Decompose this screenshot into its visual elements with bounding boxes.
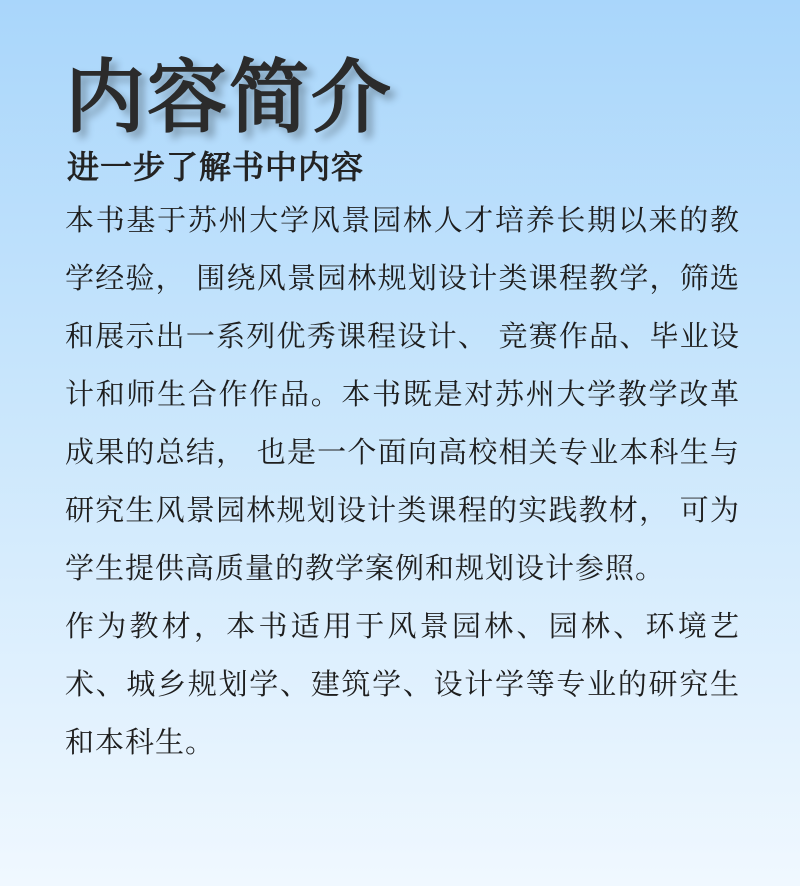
intro-paragraph-1: 本书基于苏州大学风景园林人才培养长期以来的教学经验， 围绕风景园林规划设计类课程教学，筛选和展示出一系列优秀课程设计、 竞赛作品、毕业设计和师生合作作品。本书既是对苏州大学教学改革成果的总结， 也是一个面向高校相关专业本科生与研究生风景园林规划设计类课程的实践教材， 可为学生提供高质量的教学案例和规划设计参照。 <box>65 203 740 586</box>
intro-paragraph-2: 作为教材，本书适用于风景园林、园林、环境艺术、城乡规划学、建筑学、设计学等专业的研究生和本科生。 <box>65 609 740 760</box>
intro-body <box>65 191 740 771</box>
page-subtitle: 进一步了解书中内容 <box>67 148 365 187</box>
page-title: 内容简介 <box>65 51 393 144</box>
